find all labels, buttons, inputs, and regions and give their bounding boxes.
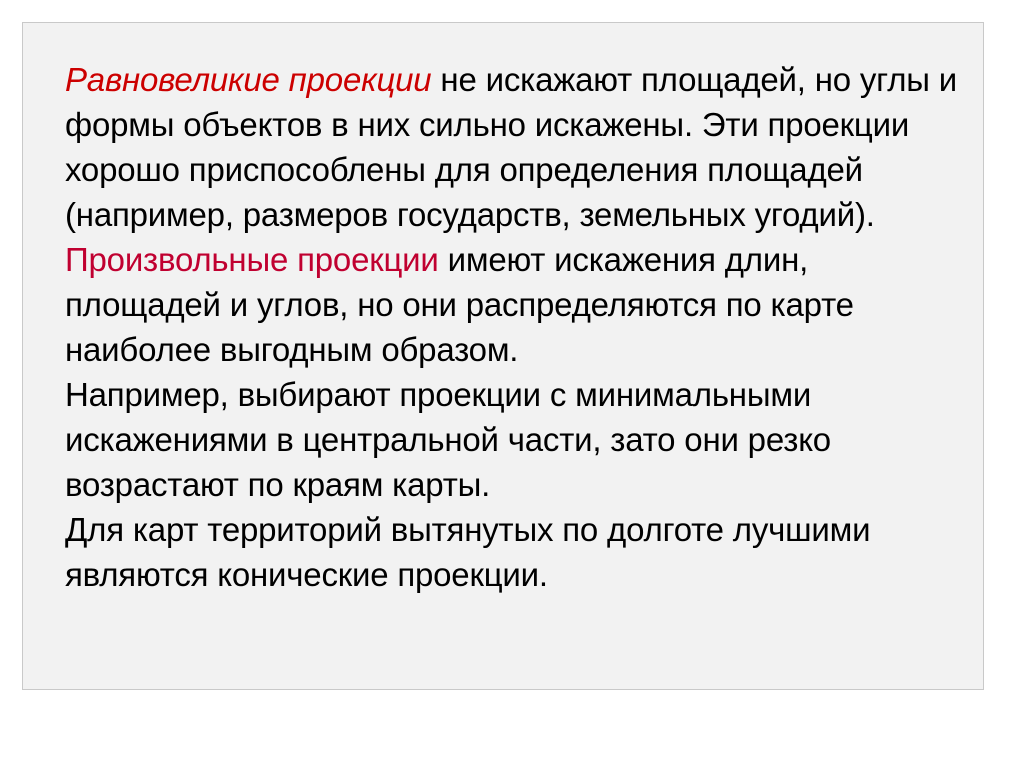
slide-text-body [65, 57, 965, 597]
paragraph-2-text: имеют искажения длин, площадей и углов, но они распределяются по карте наиболее выгодным образом. [65, 241, 854, 368]
paragraph-3-text: Например, выбирают проекции с минимальными искажениями в центральной части, зато они резко возрастают по краям карты. [65, 376, 831, 503]
paragraph-2-highlight: Произвольные проекции [65, 241, 439, 278]
paragraph-2 [65, 237, 965, 372]
paragraph-1-highlight: Равновеликие проекции [65, 61, 432, 98]
paragraph-4-text: Для карт территорий вытянутых по долготе лучшими являются конические проекции. [65, 511, 871, 593]
content-panel [22, 22, 984, 690]
paragraph-3 [65, 372, 965, 507]
paragraph-1-text: не искажают площадей, но углы и формы объектов в них сильно искажены. Эти проекции хорошо приспособлены для определения площадей (например, размеров государств, земельных угодий). [65, 61, 958, 233]
paragraph-1 [65, 57, 965, 237]
paragraph-4 [65, 507, 965, 597]
